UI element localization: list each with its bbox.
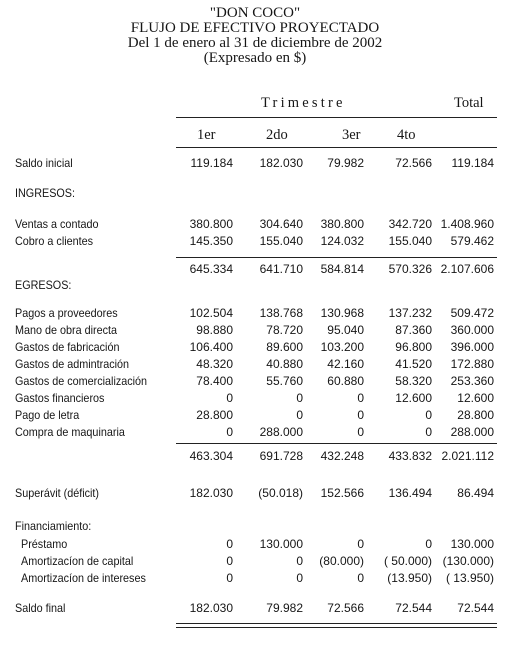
cell-mano-obra-col4: 87.360 xyxy=(395,323,432,337)
cell-compra-maquinaria-col3: 0 xyxy=(357,425,364,439)
cell-cobro-clientes-col2: 155.040 xyxy=(259,234,303,248)
cell-egresos-total-col5: 2.021.112 xyxy=(441,449,494,463)
cell-egresos-total-col1: 463.304 xyxy=(189,449,233,463)
cell-ingresos-total-col2: 641.710 xyxy=(259,262,303,276)
cell-amortizacion-intereses-col4: (13.950) xyxy=(387,571,432,585)
cell-saldo-final-col5: 72.544 xyxy=(457,601,494,615)
column-header-q2: 2do xyxy=(266,127,288,143)
cell-amortizacion-intereses-col5: ( 13.950) xyxy=(445,571,494,585)
column-header-q1: 1er xyxy=(197,127,216,143)
cell-pagos-proveedores-col4: 137.232 xyxy=(388,306,432,320)
row-label-pago-letra: Pago de letra xyxy=(15,408,80,422)
cell-amortizacion-intereses-col3: 0 xyxy=(357,571,364,585)
row-label-gastos-administracion: Gastos de admintración xyxy=(15,357,130,371)
cell-egresos-total-col4: 433.832 xyxy=(388,449,432,463)
cell-superavit-col1: 182.030 xyxy=(189,486,233,500)
cell-saldo-inicial-col3: 79.982 xyxy=(327,156,364,170)
cell-saldo-final-col1: 182.030 xyxy=(189,601,233,615)
column-header-q3: 3er xyxy=(342,127,361,143)
cell-ingresos-total-col5: 2.107.606 xyxy=(440,262,494,276)
cell-gastos-comercializacion-col2: 55.760 xyxy=(266,374,303,388)
cell-cobro-clientes-col4: 155.040 xyxy=(388,234,432,248)
cell-mano-obra-col2: 78.720 xyxy=(266,323,303,337)
row-label-ventas-contado: Ventas a contado xyxy=(15,217,99,231)
row-label-amortizacion-intereses: Amortizacíon de intereses xyxy=(21,571,146,585)
row-label-mano-obra: Mano de obra directa xyxy=(15,323,118,337)
cell-amortizacion-capital-col3: (80.000) xyxy=(319,554,364,568)
cell-ventas-contado-col1: 380.800 xyxy=(189,217,233,231)
cell-pago-letra-col5: 28.800 xyxy=(457,408,494,422)
cell-compra-maquinaria-col5: 288.000 xyxy=(450,425,494,439)
column-header-rule xyxy=(176,117,497,118)
cell-saldo-final-col3: 72.566 xyxy=(327,601,364,615)
cell-superavit-col2: (50.018) xyxy=(258,486,303,500)
report-units: (Expresado en $) xyxy=(203,50,307,66)
column-header-total: Total xyxy=(454,95,484,111)
cell-gastos-fabricacion-col3: 103.200 xyxy=(320,340,364,354)
cell-ingresos-total-col4: 570.326 xyxy=(388,262,432,276)
cell-gastos-financieros-col1: 0 xyxy=(226,391,233,405)
cell-amortizacion-capital-col5: (130.000) xyxy=(442,554,494,568)
company-name: "DON COCO" xyxy=(209,5,301,21)
cell-amortizacion-capital-col2: 0 xyxy=(296,554,303,568)
cell-ingresos-total-col1: 645.334 xyxy=(189,262,233,276)
income-subtotal-rule xyxy=(176,257,497,258)
row-label-saldo-inicial: Saldo inicial xyxy=(15,156,73,170)
cell-cobro-clientes-col1: 145.350 xyxy=(189,234,233,248)
cell-saldo-inicial-col1: 119.184 xyxy=(190,156,233,170)
cell-prestamo-col4: 0 xyxy=(425,537,432,551)
row-label-financiamiento-header: Financiamiento: xyxy=(15,519,92,533)
cell-pago-letra-col1: 28.800 xyxy=(196,408,233,422)
row-label-gastos-fabricacion: Gastos de fabricación xyxy=(15,340,120,354)
report-period: Del 1 de enero al 31 de diciembre de 2002 xyxy=(127,35,383,51)
cell-amortizacion-capital-col1: 0 xyxy=(226,554,233,568)
report-title: FLUJO DE EFECTIVO PROYECTADO xyxy=(130,20,380,36)
row-label-pagos-proveedores: Pagos a proveedores xyxy=(15,306,118,320)
cell-gastos-administracion-col2: 40.880 xyxy=(266,357,303,371)
cell-gastos-fabricacion-col5: 396.000 xyxy=(450,340,494,354)
cell-saldo-final-col4: 72.544 xyxy=(395,601,432,615)
cell-cobro-clientes-col3: 124.032 xyxy=(320,234,364,248)
cell-pagos-proveedores-col2: 138.768 xyxy=(259,306,303,320)
final-double-rule-bottom xyxy=(176,627,497,628)
report-header xyxy=(0,6,510,66)
cell-pago-letra-col2: 0 xyxy=(296,408,303,422)
column-header-q4: 4to xyxy=(397,127,416,143)
cell-gastos-financieros-col2: 0 xyxy=(296,391,303,405)
cell-prestamo-col2: 130.000 xyxy=(259,537,303,551)
row-label-ingresos-header: INGRESOS: xyxy=(15,186,76,200)
cell-pagos-proveedores-col5: 509.472 xyxy=(450,306,494,320)
final-double-rule-top xyxy=(176,623,497,624)
column-group-header: Trimestre xyxy=(261,95,346,111)
cell-amortizacion-capital-col4: ( 50.000) xyxy=(383,554,432,568)
cell-pagos-proveedores-col3: 130.968 xyxy=(320,306,364,320)
cell-superavit-col3: 152.566 xyxy=(320,486,364,500)
row-label-egresos-header: EGRESOS: xyxy=(15,278,72,292)
cell-gastos-financieros-col4: 12.600 xyxy=(395,391,432,405)
cell-ventas-contado-col3: 380.800 xyxy=(320,217,364,231)
cell-saldo-final-col2: 79.982 xyxy=(266,601,303,615)
cell-gastos-comercializacion-col3: 60.880 xyxy=(327,374,364,388)
row-label-gastos-financieros: Gastos financieros xyxy=(15,391,105,405)
cell-gastos-administracion-col1: 48.320 xyxy=(196,357,233,371)
cell-gastos-fabricacion-col1: 106.400 xyxy=(189,340,233,354)
cell-compra-maquinaria-col1: 0 xyxy=(226,425,233,439)
cell-pago-letra-col4: 0 xyxy=(425,408,432,422)
cell-gastos-comercializacion-col1: 78.400 xyxy=(196,374,233,388)
row-label-prestamo: Préstamo xyxy=(21,537,68,551)
row-label-gastos-comercializacion: Gastos de comercialización xyxy=(15,374,148,388)
cell-cobro-clientes-col5: 579.462 xyxy=(450,234,494,248)
cell-superavit-col4: 136.494 xyxy=(388,486,432,500)
cell-ventas-contado-col4: 342.720 xyxy=(388,217,432,231)
cell-prestamo-col1: 0 xyxy=(226,537,233,551)
cell-superavit-col5: 86.494 xyxy=(457,486,494,500)
cell-egresos-total-col2: 691.728 xyxy=(259,449,303,463)
cell-gastos-administracion-col4: 41.520 xyxy=(395,357,432,371)
cell-pago-letra-col3: 0 xyxy=(357,408,364,422)
cell-compra-maquinaria-col2: 288.000 xyxy=(259,425,303,439)
cell-ventas-contado-col5: 1.408.960 xyxy=(440,217,494,231)
cell-mano-obra-col1: 98.880 xyxy=(196,323,233,337)
cell-pagos-proveedores-col1: 102.504 xyxy=(189,306,233,320)
row-label-amortizacion-capital: Amortizacíon de capital xyxy=(21,554,134,568)
cell-prestamo-col3: 0 xyxy=(357,537,364,551)
header-bottom-rule xyxy=(176,147,497,148)
cell-gastos-comercializacion-col5: 253.360 xyxy=(450,374,494,388)
cell-compra-maquinaria-col4: 0 xyxy=(425,425,432,439)
cell-gastos-fabricacion-col2: 89.600 xyxy=(266,340,303,354)
cell-gastos-fabricacion-col4: 96.800 xyxy=(395,340,432,354)
expense-subtotal-rule xyxy=(176,443,497,444)
cell-gastos-financieros-col3: 0 xyxy=(357,391,364,405)
row-label-cobro-clientes: Cobro a clientes xyxy=(15,234,94,248)
cell-gastos-administracion-col5: 172.880 xyxy=(450,357,494,371)
cell-gastos-comercializacion-col4: 58.320 xyxy=(395,374,432,388)
cell-mano-obra-col5: 360.000 xyxy=(450,323,494,337)
row-label-compra-maquinaria: Compra de maquinaria xyxy=(15,425,125,439)
cell-saldo-inicial-col2: 182.030 xyxy=(259,156,303,170)
cell-amortizacion-intereses-col2: 0 xyxy=(296,571,303,585)
cell-ventas-contado-col2: 304.640 xyxy=(259,217,303,231)
cell-egresos-total-col3: 432.248 xyxy=(320,449,364,463)
cell-gastos-administracion-col3: 42.160 xyxy=(327,357,364,371)
cell-gastos-financieros-col5: 12.600 xyxy=(457,391,494,405)
cell-amortizacion-intereses-col1: 0 xyxy=(226,571,233,585)
cell-saldo-inicial-col4: 72.566 xyxy=(395,156,432,170)
cell-ingresos-total-col3: 584.814 xyxy=(320,262,364,276)
cell-saldo-inicial-col5: 119.184 xyxy=(451,156,494,170)
cell-prestamo-col5: 130.000 xyxy=(450,537,494,551)
row-label-saldo-final: Saldo final xyxy=(15,601,66,615)
row-label-superavit: Superávit (déficit) xyxy=(15,486,100,500)
cell-mano-obra-col3: 95.040 xyxy=(327,323,364,337)
